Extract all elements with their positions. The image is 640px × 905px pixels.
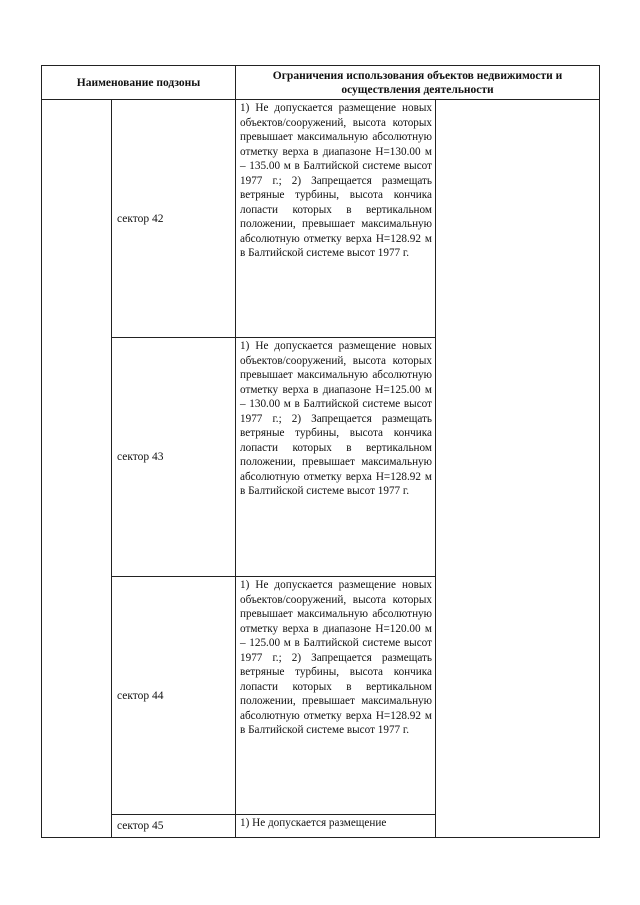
sector-name: сектор 43	[112, 338, 236, 577]
restriction-text	[236, 100, 436, 338]
restriction-text	[236, 577, 436, 815]
restriction-text	[236, 815, 436, 838]
empty-group-cell	[42, 100, 112, 838]
restriction-paragraph: 1) Не допускается размещение новых объектов/сооружений, высота которых превышает максимальную абсолютную отметку верха в диапазоне Н=125.00 м – 130.00 м в Балтийской системе высот 1977 г.; 2) Запрещается размещать ветряные турбины, высота кончика лопасти которых в вертикальном положении, превышает максимальную абсолютную отметку верха Н=128.92 м в Балтийской системе высот 1977 г.	[240, 340, 433, 497]
empty-notes-cell	[436, 100, 600, 838]
restriction-text	[236, 338, 436, 577]
header-restrictions: Ограничения использования объектов недвижимости и осуществления деятельности	[236, 66, 600, 100]
sector-name: сектор 44	[112, 577, 236, 815]
restriction-paragraph: 1) Не допускается размещение	[240, 817, 387, 829]
header-subzone-name: Наименование подзоны	[42, 66, 236, 100]
sector-name: сектор 42	[112, 100, 236, 338]
restriction-paragraph: 1) Не допускается размещение новых объектов/сооружений, высота которых превышает максимальную абсолютную отметку верха в диапазоне Н=120.00 м – 125.00 м в Балтийской системе высот 1977 г.; 2) Запрещается размещать ветряные турбины, высота кончика лопасти которых в вертикальном положении, превышает максимальную абсолютную отметку верха Н=128.92 м в Балтийской системе высот 1977 г.	[240, 579, 433, 736]
restrictions-table	[41, 65, 600, 838]
sector-name: сектор 45	[112, 815, 236, 838]
table-header-row	[42, 66, 600, 100]
table-row	[42, 100, 600, 338]
restriction-paragraph: 1) Не допускается размещение новых объектов/сооружений, высота которых превышает максимальную абсолютную отметку верха в диапазоне Н=130.00 м – 135.00 м в Балтийской системе высот 1977 г.; 2) Запрещается размещать ветряные турбины, высота кончика лопасти которых в вертикальном положении, превышает максимальную абсолютную отметку верха Н=128.92 м в Балтийской системе высот 1977 г.	[240, 102, 433, 259]
